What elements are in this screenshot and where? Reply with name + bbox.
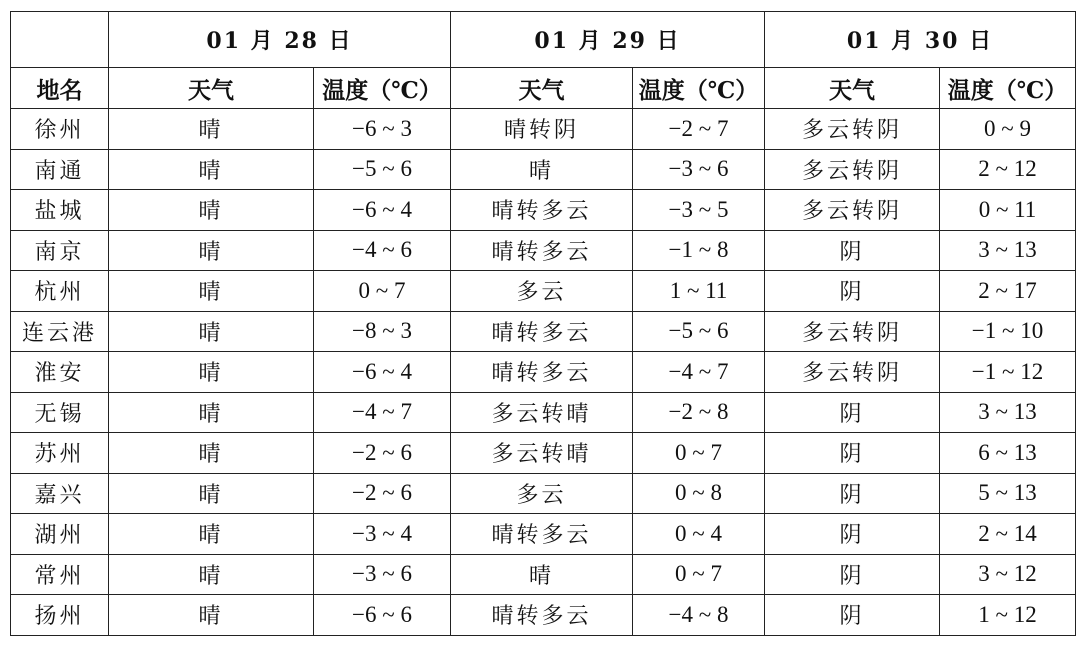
weather-cell-day1: 晴 bbox=[109, 190, 314, 231]
weather-cell-day2: 晴转阴 bbox=[451, 109, 633, 150]
temperature-cell-day3: 2 ~ 17 bbox=[940, 271, 1076, 312]
temperature-cell-day1: −8 ~ 3 bbox=[314, 311, 451, 352]
city-cell: 杭州 bbox=[11, 271, 109, 312]
temperature-cell-day1: −5 ~ 6 bbox=[314, 149, 451, 190]
weather-cell-day3: 多云转阴 bbox=[765, 149, 940, 190]
weather-cell-day2: 多云转晴 bbox=[451, 392, 633, 433]
weather-cell-day1: 晴 bbox=[109, 433, 314, 474]
table-row bbox=[11, 271, 1076, 312]
weather-cell-day3: 多云转阴 bbox=[765, 352, 940, 393]
temperature-cell-day1: 0 ~ 7 bbox=[314, 271, 451, 312]
table-row bbox=[11, 352, 1076, 393]
city-cell: 连云港 bbox=[11, 311, 109, 352]
temperature-cell-day2: −2 ~ 7 bbox=[633, 109, 765, 150]
weather-header-day2: 天气 bbox=[451, 68, 633, 109]
weather-cell-day2: 晴 bbox=[451, 554, 633, 595]
table-row bbox=[11, 190, 1076, 231]
weather-cell-day2: 晴转多云 bbox=[451, 595, 633, 636]
temperature-cell-day2: −2 ~ 8 bbox=[633, 392, 765, 433]
weather-cell-day1: 晴 bbox=[109, 514, 314, 555]
temperature-header-day2: 温度（℃） bbox=[633, 68, 765, 109]
temperature-cell-day3: 2 ~ 12 bbox=[940, 149, 1076, 190]
temperature-cell-day2: 0 ~ 7 bbox=[633, 554, 765, 595]
table-row bbox=[11, 554, 1076, 595]
temperature-cell-day3: 3 ~ 12 bbox=[940, 554, 1076, 595]
temperature-cell-day3: −1 ~ 12 bbox=[940, 352, 1076, 393]
column-header-row bbox=[11, 68, 1076, 109]
table-row bbox=[11, 311, 1076, 352]
table-row bbox=[11, 230, 1076, 271]
temperature-cell-day3: 2 ~ 14 bbox=[940, 514, 1076, 555]
weather-cell-day1: 晴 bbox=[109, 271, 314, 312]
weather-cell-day2: 晴 bbox=[451, 149, 633, 190]
weather-cell-day1: 晴 bbox=[109, 352, 314, 393]
weather-cell-day1: 晴 bbox=[109, 595, 314, 636]
temperature-header-day1: 温度（℃） bbox=[314, 68, 451, 109]
city-cell: 无锡 bbox=[11, 392, 109, 433]
weather-cell-day2: 多云 bbox=[451, 473, 633, 514]
temperature-cell-day3: 3 ~ 13 bbox=[940, 392, 1076, 433]
temperature-cell-day1: −6 ~ 4 bbox=[314, 190, 451, 231]
weather-cell-day3: 阴 bbox=[765, 595, 940, 636]
table-row bbox=[11, 109, 1076, 150]
city-cell: 苏州 bbox=[11, 433, 109, 474]
weather-cell-day1: 晴 bbox=[109, 311, 314, 352]
table-row bbox=[11, 514, 1076, 555]
weather-cell-day2: 多云 bbox=[451, 271, 633, 312]
temperature-cell-day1: −4 ~ 7 bbox=[314, 392, 451, 433]
city-cell: 徐州 bbox=[11, 109, 109, 150]
city-cell: 嘉兴 bbox=[11, 473, 109, 514]
temperature-cell-day2: −4 ~ 8 bbox=[633, 595, 765, 636]
weather-cell-day3: 阴 bbox=[765, 271, 940, 312]
temperature-cell-day3: 0 ~ 9 bbox=[940, 109, 1076, 150]
weather-cell-day3: 阴 bbox=[765, 554, 940, 595]
table-row bbox=[11, 473, 1076, 514]
weather-cell-day3: 阴 bbox=[765, 514, 940, 555]
temperature-cell-day1: −4 ~ 6 bbox=[314, 230, 451, 271]
table-row bbox=[11, 392, 1076, 433]
weather-forecast-table bbox=[10, 11, 1076, 636]
weather-cell-day2: 晴转多云 bbox=[451, 352, 633, 393]
temperature-cell-day2: 0 ~ 7 bbox=[633, 433, 765, 474]
weather-cell-day1: 晴 bbox=[109, 554, 314, 595]
weather-cell-day1: 晴 bbox=[109, 230, 314, 271]
temperature-cell-day3: −1 ~ 10 bbox=[940, 311, 1076, 352]
temperature-cell-day3: 1 ~ 12 bbox=[940, 595, 1076, 636]
temperature-cell-day2: 0 ~ 8 bbox=[633, 473, 765, 514]
weather-cell-day1: 晴 bbox=[109, 109, 314, 150]
temperature-cell-day2: −5 ~ 6 bbox=[633, 311, 765, 352]
weather-cell-day3: 多云转阴 bbox=[765, 190, 940, 231]
weather-cell-day2: 晴转多云 bbox=[451, 190, 633, 231]
temperature-cell-day1: −6 ~ 4 bbox=[314, 352, 451, 393]
temperature-cell-day1: −6 ~ 3 bbox=[314, 109, 451, 150]
temperature-cell-day2: −3 ~ 6 bbox=[633, 149, 765, 190]
weather-cell-day3: 阴 bbox=[765, 230, 940, 271]
city-cell: 常州 bbox=[11, 554, 109, 595]
temperature-cell-day1: −3 ~ 4 bbox=[314, 514, 451, 555]
weather-cell-day2: 晴转多云 bbox=[451, 311, 633, 352]
city-cell: 盐城 bbox=[11, 190, 109, 231]
temperature-header-day3: 温度（℃） bbox=[940, 68, 1076, 109]
temperature-cell-day2: −1 ~ 8 bbox=[633, 230, 765, 271]
temperature-cell-day2: −3 ~ 5 bbox=[633, 190, 765, 231]
temperature-cell-day1: −2 ~ 6 bbox=[314, 473, 451, 514]
table-row bbox=[11, 595, 1076, 636]
temperature-cell-day3: 6 ~ 13 bbox=[940, 433, 1076, 474]
city-cell: 扬州 bbox=[11, 595, 109, 636]
temperature-cell-day3: 3 ~ 13 bbox=[940, 230, 1076, 271]
date-header-row bbox=[11, 12, 1076, 68]
temperature-cell-day2: −4 ~ 7 bbox=[633, 352, 765, 393]
city-cell: 湖州 bbox=[11, 514, 109, 555]
date-header-day3: 01 月 30 日 bbox=[765, 12, 1076, 68]
city-cell: 南京 bbox=[11, 230, 109, 271]
weather-cell-day3: 阴 bbox=[765, 392, 940, 433]
weather-cell-day3: 阴 bbox=[765, 473, 940, 514]
weather-cell-day3: 多云转阴 bbox=[765, 109, 940, 150]
weather-cell-day2: 多云转晴 bbox=[451, 433, 633, 474]
temperature-cell-day1: −6 ~ 6 bbox=[314, 595, 451, 636]
weather-header-day3: 天气 bbox=[765, 68, 940, 109]
weather-header-day1: 天气 bbox=[109, 68, 314, 109]
weather-cell-day3: 多云转阴 bbox=[765, 311, 940, 352]
weather-cell-day2: 晴转多云 bbox=[451, 514, 633, 555]
temperature-cell-day3: 5 ~ 13 bbox=[940, 473, 1076, 514]
weather-cell-day3: 阴 bbox=[765, 433, 940, 474]
forecast-table-body bbox=[11, 109, 1076, 636]
weather-cell-day2: 晴转多云 bbox=[451, 230, 633, 271]
city-cell: 淮安 bbox=[11, 352, 109, 393]
temperature-cell-day3: 0 ~ 11 bbox=[940, 190, 1076, 231]
weather-cell-day1: 晴 bbox=[109, 473, 314, 514]
corner-cell bbox=[11, 12, 109, 68]
location-header: 地名 bbox=[11, 68, 109, 109]
temperature-cell-day1: −3 ~ 6 bbox=[314, 554, 451, 595]
weather-cell-day1: 晴 bbox=[109, 149, 314, 190]
city-cell: 南通 bbox=[11, 149, 109, 190]
weather-cell-day1: 晴 bbox=[109, 392, 314, 433]
table-row bbox=[11, 149, 1076, 190]
temperature-cell-day2: 0 ~ 4 bbox=[633, 514, 765, 555]
temperature-cell-day2: 1 ~ 11 bbox=[633, 271, 765, 312]
date-header-day1: 01 月 28 日 bbox=[109, 12, 451, 68]
date-header-day2: 01 月 29 日 bbox=[451, 12, 765, 68]
temperature-cell-day1: −2 ~ 6 bbox=[314, 433, 451, 474]
table-row bbox=[11, 433, 1076, 474]
